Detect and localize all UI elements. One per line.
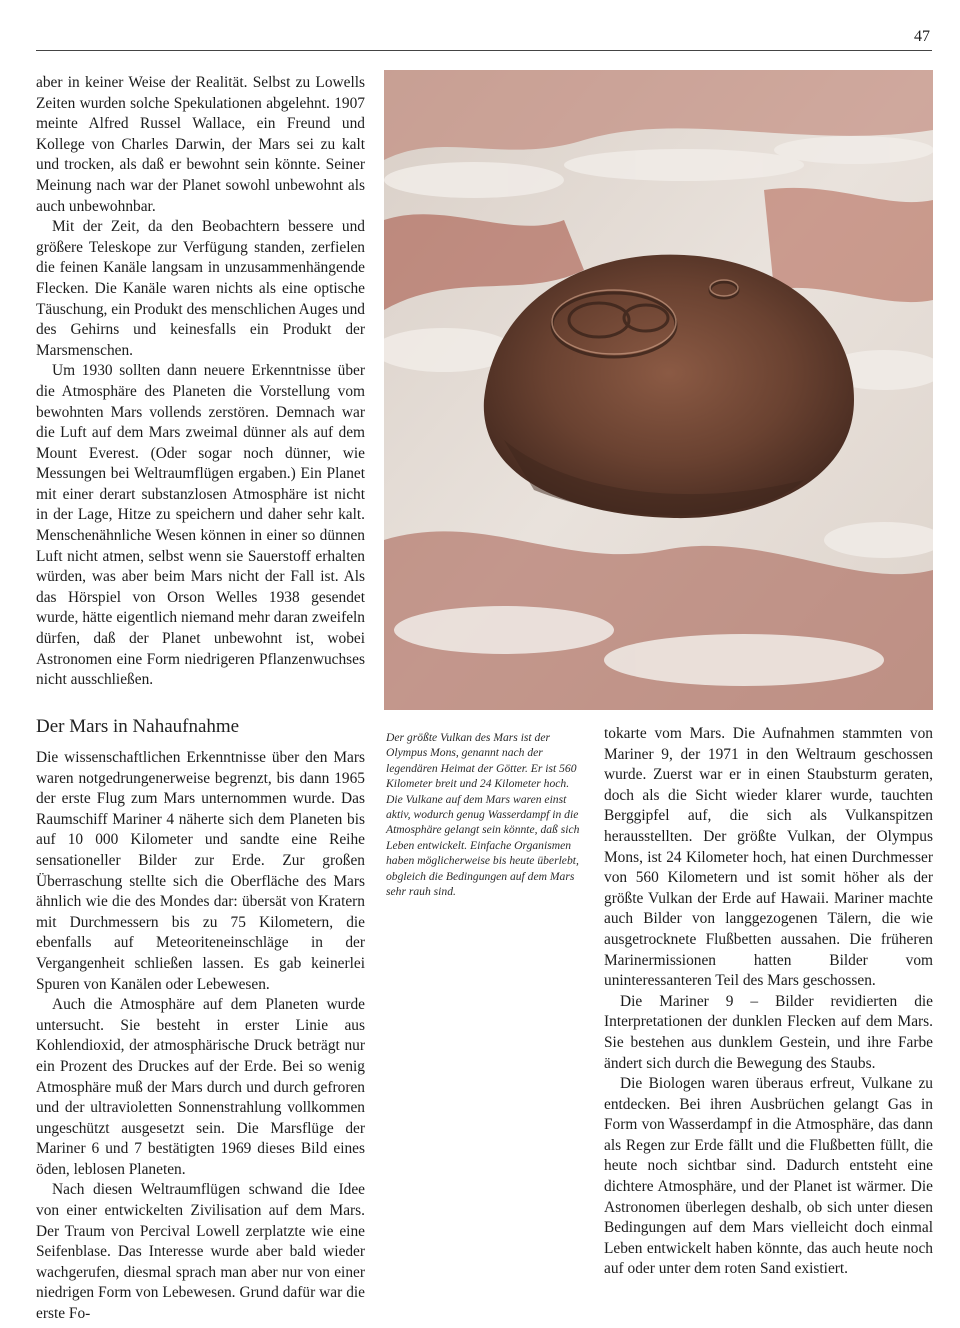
header-rule <box>36 50 932 51</box>
paragraph: Mit der Zeit, da den Beobachtern bessere und größere Teleskope zur Verfügung standen, zerfielen die feinen Kanäle langsam in unzusammenhängende Flecken. Die Kanäle waren nichts als eine optische Täuschung, ein Produkt des menschlichen Auges und des Gehirns und keinesfalls ein Produkt der Marsmenschen. <box>36 218 365 359</box>
page-number: 47 <box>914 28 930 45</box>
column-right <box>604 724 933 1280</box>
paragraph: tokarte vom Mars. Die Aufnahmen stammten von Mariner 9, der 1971 in den Weltraum geschossen wurde. Zuerst war er in einen Staubsturm geraten, doch als die Sicht wieder klarer wurde, tauchten Berggipfel auf, die sich als Vulkanspitzen herausstellten. Der größte Vulkan, der Olympus Mons, ist 24 Kilometer hoch, hat einen Durchmesser von 560 Kilometern und ist somit höher als der größte Vulkan der Erde auf Hawaii. Mariner machte auch Bilder von langgezogenen Tälern, die wie ausgetrocknete Flußbetten aussahen. Die früheren Marinermissionen hatten Bilder vom uninteressanteren Teil des Mars geschossen. <box>604 725 933 990</box>
column-left-bottom <box>36 748 365 1325</box>
paragraph: Die Mariner 9 – Bilder revidierten die Interpretationen der dunklen Flecken auf dem Mars. Sie bestehen aus dunklem Gestein, und ihre Farbe ändert sich durch die Bewegung des Staubs. <box>604 992 933 1072</box>
olympus-mons-photo <box>384 70 933 710</box>
paragraph: Nach diesen Weltraumflügen schwand die Idee von einer entwickelten Zivilisation auf dem Mars. Der Traum von Percival Lowell zerplatzte wie eine Seifenblase. Das Interesse wurde aber bald wieder wachgerufen, diesmal sprach man aber nur von einer niedrigen Form von Lebewesen. Grund dafür war die erste Fo- <box>36 1181 365 1323</box>
paragraph: Die wissenschaftlichen Erkenntnisse über den Mars waren notgedrungenerweise begrenzt, bis dann 1965 der erste Flug zum Mars unternommen wurde. Das Raumschiff Mariner 4 näherte sich dem Planeten bis auf 10 000 Kilometer und sandte eine Reihe sensationeller Bilder zur Erde. Zur großen Überraschung stellte sich die Oberfläche des Mars ähnlich wie die des Mondes dar: übersät von Kratern mit Durchmessern bis zu 75 Kilometern, die ebenfalls auf Meteoriteneinschläge in der Vergangenheit schließen lassen. Es gab keinerlei Spuren von Kanälen oder Lebewesen. <box>36 749 365 993</box>
section-heading: Der Mars in Nahaufnahme <box>36 716 240 737</box>
paragraph: Auch die Atmosphäre auf dem Planeten wurde untersucht. Sie besteht in erster Linie aus Kohlendioxid, der atmosphärische Druck beträgt nur ein Prozent des Druckes auf der Erde. Bei so wenig Atmosphäre muß der Mars durch und durch gefroren und der ultravioletten Sonnenstrahlung vollkommen ungeschützt ausgesetzt sein. Die Marsflüge der Mariner 6 und 7 bestätigten 1969 dieses Bild eines öden, leblosen Planeten. <box>36 996 365 1178</box>
paragraph: aber in keiner Weise der Realität. Selbst zu Lowells Zeiten wurden solche Spekulationen abgelehnt. 1907 meinte Alfred Russel Wallace, ein Freund und Kollege von Charles Darwin, der Mars sei zu kalt und trocken, als daß er bewohnt sein könnte. Seiner Meinung nach war der Planet sowohl unbewohnt als auch unbewohnbar. <box>36 74 365 215</box>
photo-caption: Der größte Vulkan des Mars ist der Olympus Mons, genannt nach der legendären Heimat der Götter. Er ist 560 Kilometer breit und 24 Kilometer hoch. Die Vulkane auf dem Mars waren einst aktiv, wodurch genug Wasserdampf in die Atmosphäre gelangt sein könnte, daß sich Leben entwickelt. Einfache Organismen haben möglicherweise bis heute überlebt, obgleich die Bedingungen auf dem Mars sehr rauh sind. <box>386 731 580 899</box>
red-band-right <box>764 188 933 302</box>
paragraph: Die Biologen waren überaus erfreut, Vulkane zu entdecken. Bei ihren Ausbrüchen gelangt Gas in Form von Wasserdampf in die Atmosphäre, das dann als Regen zur Erde fällt und die Flußbetten füllt, die heute noch sichtbar sind. Dadurch entsteht eine dichtere Atmosphäre, und der Planet ist wärmer. Die Astronomen überlegen deshalb, ob sich unter diesen Bedingungen auf dem Mars vielleicht doch einmal Leben entwickelt haben könnte, das auch heute noch auf oder unter dem roten Sand existiert. <box>604 1075 933 1278</box>
paragraph: Um 1930 sollten dann neuere Erkenntnisse über die Atmosphäre des Planeten die Vorstellung vom bewohnten Mars vollends zerstören. Demnach war die Luft auf dem Mars zweimal dünner als auf dem Mount Everest. (Oder sogar noch dünner, wie Messungen bei Weltraumflügen ergaben.) Ein Planet mit einer derart substanzlosen Atmosphäre ist nicht in der Lage, Hitze zu speichern und daher sehr kalt. Menschenähnliche Wesen können in einer so dünnen Luft nicht atmen, selbst wenn sie Sauerstoff erhalten würden, was aber beim Mars nicht der Fall ist. Als das Hörspiel von Orson Welles 1938 gesendet wurde, hätte eigentlich niemand mehr daran zweifeln dürfen, daß der Planet unbewohnt ist, wobei Astronomen eine Form niedrigeren Pflanzenwuchses nicht ausschließen. <box>36 362 365 689</box>
column-left-top <box>36 73 365 691</box>
